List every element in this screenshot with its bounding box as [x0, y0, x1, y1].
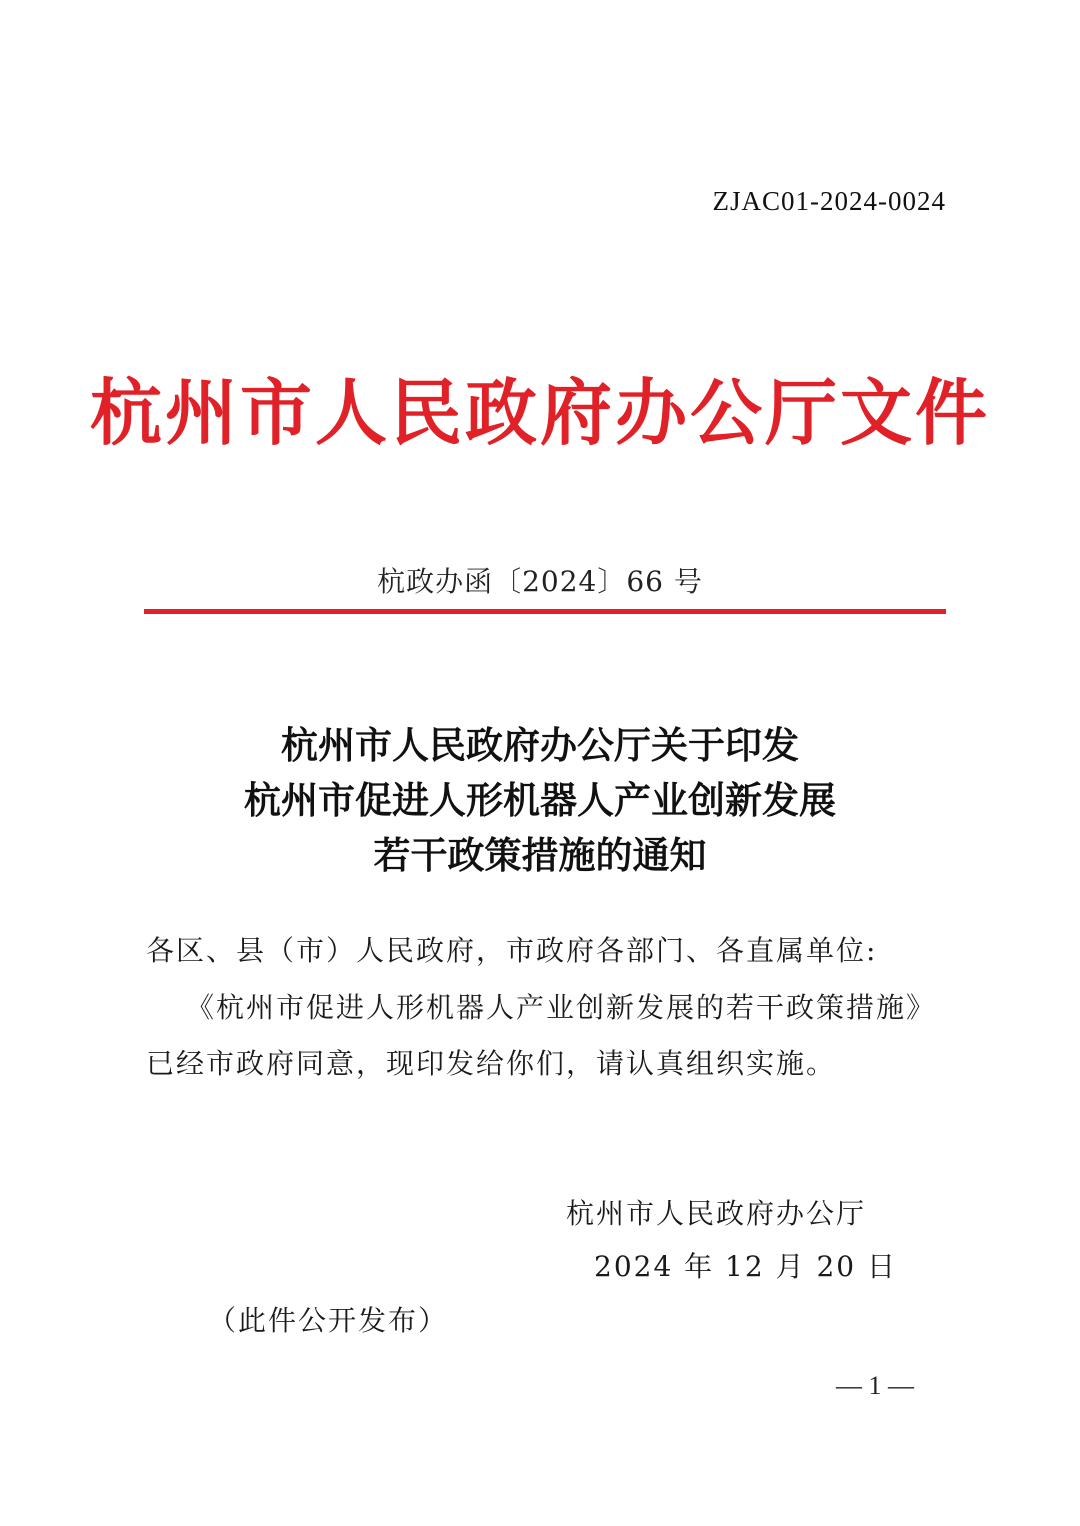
- red-separator-line: [144, 609, 946, 614]
- body-paragraph: [146, 980, 946, 1092]
- document-title: [0, 718, 1080, 883]
- issuer-masthead: 杭州市人民政府办公厅文件: [89, 370, 990, 455]
- serial-number: ZJAC01-2024-0024: [712, 186, 946, 216]
- signature-date: 2024 年 12 月 20 日: [594, 1250, 898, 1283]
- page-number: — 1 —: [836, 1371, 914, 1400]
- signature-issuer: 杭州市人民政府办公厅: [566, 1197, 867, 1230]
- body-paragraph-text: 《杭州市促进人形机器人产业创新发展的若干政策措施》已经市政府同意，现印发给你们，请认真组织实施。: [146, 991, 937, 1080]
- title-line-2: 杭州市促进人形机器人产业创新发展: [244, 778, 836, 822]
- title-line-3: 若干政策措施的通知: [373, 833, 707, 877]
- document-number: 杭政办函〔2024〕66 号: [377, 565, 703, 598]
- salutation: 各区、县（市）人民政府，市政府各部门、各直属单位:: [146, 934, 878, 967]
- title-line-1: 杭州市人民政府办公厅关于印发: [281, 723, 799, 767]
- publication-note: （此件公开发布）: [208, 1304, 449, 1337]
